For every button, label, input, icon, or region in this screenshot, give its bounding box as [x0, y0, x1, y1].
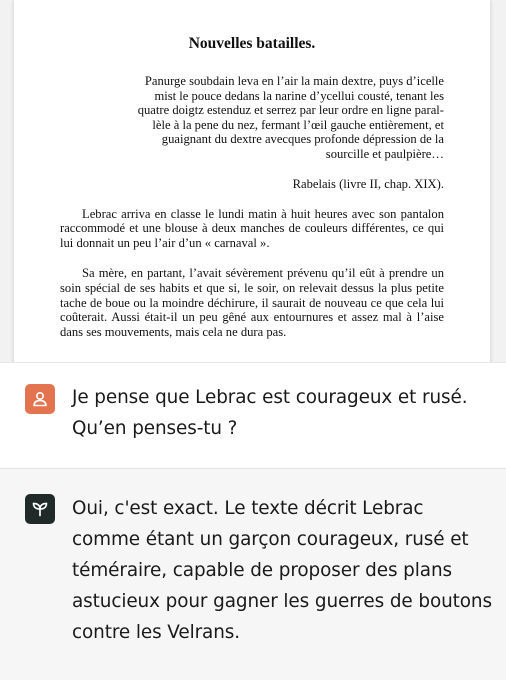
- user-avatar: [25, 384, 55, 414]
- assistant-avatar: [25, 494, 55, 524]
- document-content: [60, 0, 444, 339]
- person-icon: [31, 390, 49, 408]
- chapter-title: Nouvelles batailles.: [188, 35, 316, 52]
- epigraph-line: lèle à la pene du nez, fermant l’œil gauche entièrement, et: [152, 117, 444, 132]
- epigraph-line: sourcille et paulpière…: [325, 146, 444, 161]
- epigraph-line: mist le pouce dedans la narine d’ycellui cousté, tenant les: [154, 88, 444, 103]
- epigraph-line: quatre doigtz estenduz et serrez par leur ordre en ligne paral-: [137, 103, 444, 118]
- body-paragraph: Lebrac arriva en classe le lundi matin à huit heures avec son pantalon raccommodé et une blouse à deux manches de couleurs différentes, ce qui lui donnait un peu l’air d’un « carnaval ».: [60, 206, 444, 250]
- user-message: [0, 362, 506, 469]
- assistant-message: [0, 469, 506, 680]
- epigraph: [82, 74, 444, 162]
- assistant-message-text: Oui, c'est exact. Le texte décrit Lebrac comme étant un garçon courageux, rusé et téméraire, capable de proposer des plans astucieux pour gagner les guerres de boutons contre les Velrans.: [72, 498, 492, 643]
- epigraph-source: Rabelais (livre II, chap. XIX).: [292, 176, 444, 191]
- epigraph-line: Panurge soubdain leva en l’air la main dextre, puys d’icelle: [144, 74, 444, 88]
- body-paragraph: Sa mère, en partant, l’avait sévèrement prévenu qu’il eût à prendre un soin spécial de ses habits et que si, le soir, on relevait dessus la plus petite tache de boue ou la moindre déchirure, il saurait de nouveau ce que cela lui coûterait. Aussi était-il un peu gêné aux entournures et assez mal à l’aise dans ses mouvements, mais cela ne dura pas.: [60, 266, 444, 339]
- sprout-icon: [31, 500, 49, 518]
- document-page: [14, 0, 490, 362]
- user-message-text: Je pense que Lebrac est courageux et rusé. Qu’en penses-tu ?: [72, 387, 468, 439]
- epigraph-line: guaignant du dextre avecques profonde dépression de la: [161, 132, 444, 147]
